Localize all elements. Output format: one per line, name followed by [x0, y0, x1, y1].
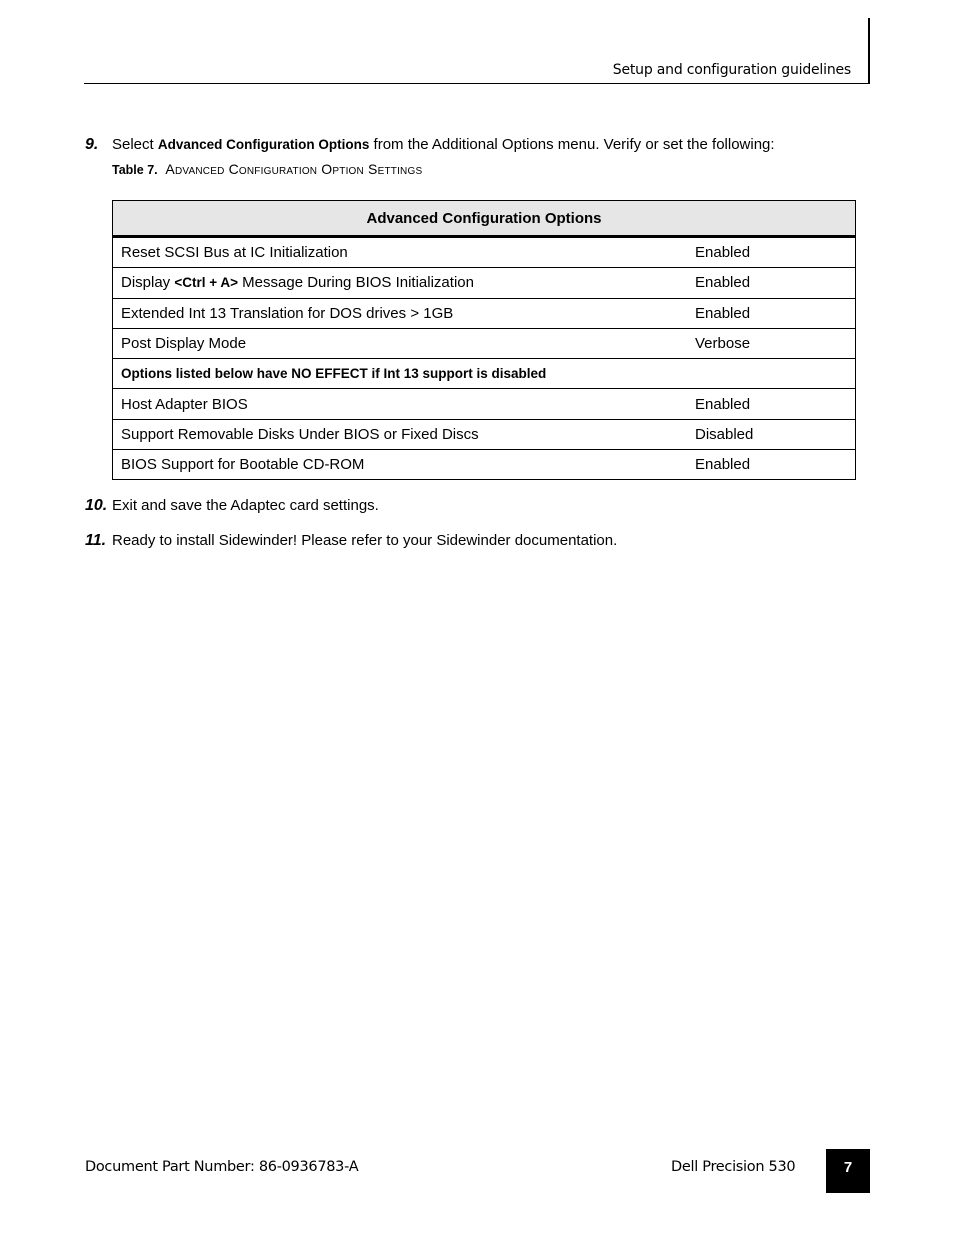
setting-value: Enabled — [695, 244, 751, 262]
table-note: Options listed below have NO EFFECT if Int 13 support is disabled — [121, 366, 547, 382]
product-name: Dell Precision 530 — [671, 1159, 796, 1175]
table-row — [113, 237, 855, 267]
table-row — [113, 388, 855, 418]
page-number: 7 — [826, 1149, 870, 1193]
step-text-bold: Advanced Configuration Options — [157, 137, 370, 152]
setting-label: Reset SCSI Bus at IC Initialization — [121, 244, 348, 262]
setting-value: Enabled — [695, 395, 751, 413]
table-caption — [112, 161, 422, 177]
table-note-row — [113, 358, 855, 388]
setting-label: Support Removable Disks Under BIOS or Fixed Discs — [121, 425, 479, 443]
running-header: Setup and configuration guidelines — [612, 62, 851, 78]
step-text-post: from the Additional Options menu. Verify or set the following: — [369, 136, 775, 153]
step-10 — [85, 497, 379, 515]
table-row — [113, 419, 855, 449]
setting-value: Disabled — [695, 425, 754, 443]
settings-table — [112, 200, 856, 480]
table-header: Advanced Configuration Options — [113, 201, 855, 237]
step-text-pre: Select — [112, 136, 158, 153]
setting-value: Verbose — [695, 335, 751, 353]
setting-label-post: Message During BIOS Initialization — [238, 274, 474, 292]
header-rule — [84, 83, 870, 84]
table-caption-title: Advanced Configuration Option Settings — [165, 161, 423, 177]
setting-label-key: <Ctrl + A> — [174, 275, 239, 291]
document-part-number: Document Part Number: 86-0936783-A — [85, 1159, 359, 1175]
setting-label-pre: Display — [121, 274, 175, 292]
table-row — [113, 267, 855, 297]
step-11 — [85, 532, 617, 550]
table-caption-label: Table 7. — [112, 163, 158, 177]
table-row — [113, 298, 855, 328]
step-number: 10. — [85, 497, 108, 514]
setting-label — [121, 274, 474, 291]
setting-value: Enabled — [695, 304, 751, 322]
setting-label: Host Adapter BIOS — [121, 395, 248, 413]
setting-label: Extended Int 13 Translation for DOS drives > 1GB — [121, 304, 454, 322]
setting-label: BIOS Support for Bootable CD-ROM — [121, 456, 365, 474]
step-number: 11. — [85, 532, 107, 549]
setting-value: Enabled — [695, 456, 751, 474]
header-vertical-rule — [868, 18, 870, 84]
step-text: Ready to install Sidewinder! Please refer to your Sidewinder documentation. — [112, 532, 618, 549]
table-row — [113, 328, 855, 358]
setting-label: Post Display Mode — [121, 335, 247, 353]
step-number: 9. — [85, 136, 99, 153]
step-9 — [85, 136, 775, 154]
table-row — [113, 449, 855, 479]
step-text: Exit and save the Adaptec card settings. — [112, 497, 379, 514]
setting-value: Enabled — [695, 274, 751, 292]
